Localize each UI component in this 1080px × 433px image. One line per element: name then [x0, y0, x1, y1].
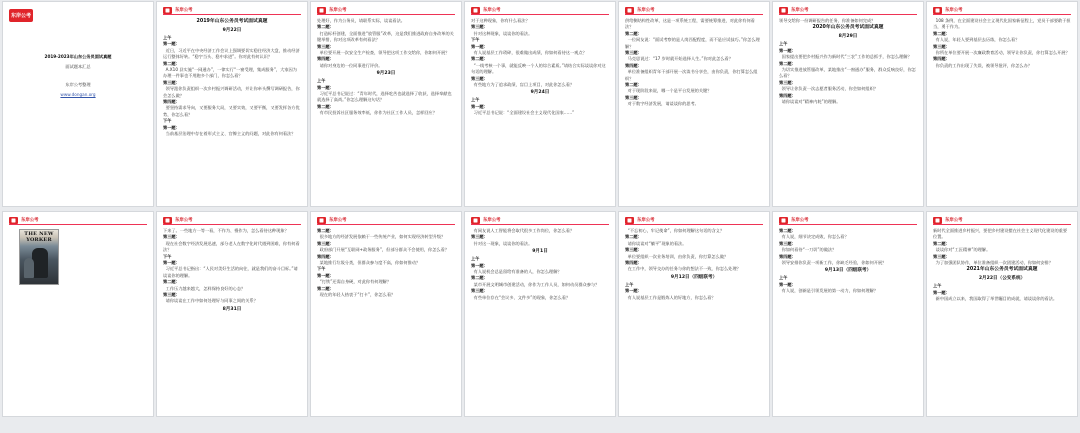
- question-text: 单位准备组织青年干部开展一次读书分享会，由你负责，你打算怎么组织？: [625, 69, 758, 81]
- question-text: 有人说基层工作是锻炼人的好地方，你怎么看？: [625, 294, 716, 300]
- question-text: 有些地方为了追求政绩，盲目上项目，对此你怎么看？: [471, 82, 575, 88]
- header-brand-name: 东岸公考: [483, 8, 501, 13]
- brand-logo-icon: [625, 217, 634, 224]
- question-heading: 第一题：: [163, 41, 180, 47]
- question-text: 有人说，创新是引领发展的第一动力，你如何理解？: [779, 288, 878, 294]
- question-text: 当前基层治理中存在着形式主义、官僚主义的问题，对此你有何看法？: [163, 131, 296, 137]
- exam-date-heading: 9月23日: [376, 71, 396, 77]
- brand-logo-icon: [163, 217, 172, 224]
- question-text: 很多地方的经济发展依赖于一些传统产业，如何实现经济转型升级？: [317, 234, 446, 240]
- question-heading: 第四题：: [779, 253, 796, 259]
- question-text: 领导安排你负责一项新工作，你缺乏经验，你如何开展？: [779, 260, 887, 266]
- question-heading: 第二题：: [317, 228, 334, 233]
- question-text: 108 条例，在全面建设社会主义现代化国家新征程上，党员干部要敢于担当，勇于作为。: [933, 18, 1071, 30]
- document-page[interactable]: [772, 211, 924, 417]
- page-header: [779, 216, 917, 225]
- exam-date-heading: 8月31日: [222, 306, 242, 312]
- question-text: 有人说，年轻人要到基层去历练，你怎么看？: [933, 37, 1020, 43]
- question-heading: 上午: [779, 275, 788, 281]
- brand-logo-icon: [317, 7, 326, 14]
- exam-date-heading: 8月29日: [838, 34, 858, 40]
- brand-logo-icon: [9, 9, 33, 22]
- page-header: [9, 216, 147, 225]
- question-text: 习近平总书记指出：“人民对美好生活的向往，就是我们的奋斗目标。”请谈谈你的理解。: [163, 266, 298, 278]
- question-text: 新中国成立以来，我国取得了举世瞩目的成就，请谈谈你的看法。: [933, 296, 1058, 302]
- document-page[interactable]: [310, 211, 462, 417]
- exam-date-heading: 9月24日: [530, 90, 550, 96]
- header-brand-name: 东岸公考: [637, 8, 655, 13]
- document-page[interactable]: [156, 211, 308, 417]
- question-heading: 第三题：: [933, 43, 950, 49]
- question-text: 为切实推进放管服改革，某地推出“一窗通办”服务，群众反响良好，你怎么看？: [779, 67, 916, 79]
- question-text: 针对这种现象，谈谈你的看法。: [471, 30, 533, 36]
- cover-subtitle: 面试题本汇总: [65, 64, 91, 69]
- question-text: 有人说基层工作琐碎，很难做出成绩，你如何看待这一观点？: [471, 50, 587, 56]
- header-brand-name: 东岸公考: [791, 218, 809, 223]
- exam-date-heading: 9月13日（四级联考）: [824, 268, 872, 274]
- question-text: 对于现阶段来说，哪一个是平台发展的关键？: [625, 88, 712, 94]
- question-text: 针对这一现象，谈谈你的看法。: [471, 240, 533, 246]
- document-page[interactable]: [156, 1, 308, 207]
- figure-silhouette: [32, 248, 48, 278]
- header-brand-name: 东岸公考: [175, 8, 193, 13]
- question-text: 现在的年轻人热衷于“打卡”，你怎么看？: [317, 292, 396, 298]
- question-heading: 第一题：: [471, 103, 488, 109]
- page-header: [779, 6, 917, 15]
- header-brand-name: 东岸公考: [637, 218, 655, 223]
- page-header: [933, 6, 1071, 15]
- question-heading: 第四题：: [317, 253, 334, 259]
- question-text: 现在社会数字经济发展迅速，部分老人在数字化时代遇到困难，你有何看法？: [163, 240, 300, 253]
- question-text: 习近平总书记说过：“青年时代，选择吃苦也就选择了收获，选择奉献也就选择了高尚。”你怎么理解这句话？: [317, 91, 452, 103]
- question-heading: 第三题：: [779, 79, 796, 85]
- document-page[interactable]: [2, 211, 154, 417]
- cover-website-link[interactable]: www.dongan.org: [60, 92, 96, 97]
- question-text: 处理好，作为公务员，请联系实际，谈谈看法。: [317, 18, 405, 23]
- question-heading: 第一题：: [779, 47, 796, 53]
- exam-date-heading: 9月12日（四级联考）: [670, 274, 718, 280]
- brand-logo-icon: [317, 217, 326, 224]
- question-heading: 第三题：: [471, 288, 488, 294]
- page-header: [317, 216, 455, 225]
- question-text: 近日，习近平在中央经济工作会议上强调要切实稳住经济大盘，推动经济运行整体好转。“稳字当头、稳中求进”。你对此有何认识？: [163, 47, 300, 60]
- document-page[interactable]: [464, 211, 616, 417]
- question-text: 国家提出要把乡村振兴作为新时代“三农”工作的总抓手，你怎么理解？: [779, 54, 912, 60]
- question-heading: 下午: [163, 118, 172, 124]
- question-text: 某地推行垃圾分类，但群众参与度不高，你如何推动？: [317, 260, 421, 266]
- page-header: [933, 216, 1071, 225]
- question-heading: 第三题：: [933, 253, 950, 259]
- question-text: 某市开展文明城市创建活动，你作为工作人员，如何动员群众参与？: [471, 281, 600, 287]
- header-brand-name: 东岸公考: [21, 218, 39, 223]
- brand-logo-icon: [779, 7, 788, 14]
- question-heading: 上午: [471, 97, 480, 103]
- brand-logo-icon: [163, 7, 172, 14]
- cover-page[interactable]: [2, 1, 154, 207]
- question-heading: 第一题：: [317, 84, 334, 90]
- question-text: 谈谈你对“工匠精神”的理解。: [933, 247, 991, 253]
- brand-logo-icon: [625, 7, 634, 14]
- question-heading: 第三题：: [471, 24, 488, 30]
- question-text: 领导让你负责一次志愿者服务活动，你会如何组织？: [779, 86, 878, 92]
- question-heading: 第二题：: [317, 24, 334, 30]
- question-heading: 第一题：: [471, 262, 488, 268]
- question-heading: 第三题：: [625, 247, 642, 253]
- exam-date-heading: 2月22日（公安系统）: [978, 276, 1026, 282]
- question-heading: 第二题：: [317, 285, 334, 291]
- question-text: 有市民投诉社区服务效率低，你作为社区工作人员，怎样回应？: [317, 110, 437, 116]
- question-heading: 第三题：: [625, 94, 642, 100]
- question-text: 下来了。一些地方一等一看，不作为、慢作为，怎么看待这种现象？: [163, 228, 289, 233]
- document-page[interactable]: [464, 1, 616, 207]
- question-heading: 第四题：: [625, 260, 642, 266]
- page-header: [163, 216, 301, 225]
- question-text: 你如何看待“一刀切”的做法？: [779, 247, 837, 253]
- brand-logo-text: 东岸公考: [10, 13, 31, 19]
- question-heading: 上午: [779, 41, 788, 47]
- question-heading: 第三题：: [625, 50, 642, 56]
- question-text: A.X10 县实施“一网通办”，一律实行“一窗受理，集成服务”，大家因为办理一件事也不用跑多个部门，你怎么看？: [163, 67, 297, 79]
- figure-silhouette: [24, 258, 34, 278]
- section-title: 2019年山东公务员考试面试真题: [196, 19, 268, 24]
- question-text: 对于这种现象，你有什么看法？: [471, 18, 530, 23]
- question-text: 请你对身边的一位同事进行评价。: [317, 62, 383, 68]
- question-text: 请你谈谈对“精神内耗”的理解。: [779, 99, 841, 105]
- header-brand-name: 东岸公考: [945, 218, 963, 223]
- question-heading: 第一题：: [163, 124, 180, 130]
- question-heading: 上午: [933, 283, 942, 289]
- document-page[interactable]: [772, 1, 924, 207]
- question-heading: 下午: [317, 266, 326, 272]
- question-text: 请你谈谈对“躺平”现象的看法。: [625, 240, 687, 246]
- question-text: “不忘初心，牢记使命”，你如何理解这句话的含义？: [625, 228, 725, 233]
- question-heading: 第三题：: [779, 240, 796, 246]
- question-heading: 上午: [625, 281, 634, 287]
- question-text: “打铁”还需自身硬，对此你有何理解？: [317, 279, 392, 285]
- brand-logo-icon: [933, 7, 942, 14]
- document-page[interactable]: [926, 1, 1078, 207]
- cover-text: [9, 52, 147, 100]
- question-text: “一线考核一个事，就能反映一个人的综合素质。”请结合实际谈谈你对这句话的理解。: [471, 62, 606, 75]
- document-page[interactable]: [926, 211, 1078, 417]
- brand-logo-icon: [471, 217, 480, 224]
- question-text: 对于数字经济发展，请谈谈你的思考。: [625, 101, 699, 107]
- header-brand-name: 东岸公考: [175, 218, 193, 223]
- question-text: 有网友说人工智能将会取代很多工作岗位，你怎么看？: [471, 228, 575, 233]
- question-text: 政府部门开展“互联网+政务服务”，但部分群众不会使用，你怎么看？: [317, 247, 449, 253]
- question-heading: 第一题：: [163, 260, 180, 266]
- cover-org: 东岸公考整理: [65, 82, 91, 87]
- question-text: 在工作中，领导交办的任务与你的想法不一致，你怎么处理？: [625, 266, 741, 272]
- question-heading: 下午: [163, 253, 172, 259]
- document-page[interactable]: [618, 211, 770, 417]
- question-heading: 第四题：: [317, 56, 334, 62]
- question-heading: 第三题：: [163, 292, 180, 298]
- question-heading: 第四题：: [933, 56, 950, 62]
- page-header: [625, 216, 763, 225]
- exam-date-heading: 9月1日: [532, 249, 548, 255]
- question-heading: 第二题：: [317, 103, 334, 109]
- question-heading: 第二题：: [933, 30, 950, 36]
- question-text: 领导交给你一份调研报告的任务，你准备如何完成？: [779, 18, 876, 23]
- header-brand-name: 东岸公考: [329, 8, 347, 13]
- question-text: 领导派你负责组织一次乡村振兴调研活动，并让你牵头撰写调研报告，你会怎么做？: [163, 86, 300, 98]
- brand-logo-icon: [779, 217, 788, 224]
- question-heading: 上午: [471, 256, 480, 262]
- question-heading: 上午: [163, 35, 172, 40]
- question-text: 请你谈谈在工作中如何处理好与同事之间的关系？: [163, 298, 258, 304]
- question-text: 你所在单位要开展一次廉政教育活动，领导让你负责，你打算怎么开展？: [933, 50, 1070, 56]
- question-text: 有人说机会总是留给有准备的人，你怎么理解？: [471, 269, 562, 275]
- question-heading: 上午: [317, 78, 326, 84]
- question-heading: 下午: [471, 37, 480, 43]
- header-brand-name: 东岸公考: [791, 8, 809, 13]
- question-heading: 第一题：: [933, 289, 950, 295]
- cover-brand: [9, 9, 147, 22]
- question-heading: 第三题：: [317, 43, 334, 49]
- question-heading: 第二题：: [625, 30, 642, 36]
- question-heading: 第二题：: [625, 234, 642, 240]
- question-text: 打造标杆创建，全面推进“放管服”改革，这是我们推进政府自身改革的关键举措，你对这项改革有何看法？: [317, 30, 454, 43]
- question-heading: 第三题：: [163, 234, 180, 240]
- question-text: 习近平总书记说：“全面建设社会主义现代化国家……”: [471, 110, 575, 116]
- question-heading: 第三题：: [471, 234, 488, 240]
- question-text: 为了加强团队协作，单位准备组织一次团建活动，你如何安排？: [933, 260, 1053, 266]
- header-brand-name: 东岸公考: [329, 218, 347, 223]
- page-header: [317, 6, 455, 15]
- question-heading: 第二题：: [933, 240, 950, 246]
- section-title: 2020年山东公务员考试面试真题: [812, 25, 884, 31]
- question-heading: 第二题：: [625, 82, 642, 88]
- question-text: 有人说，细节决定成败，你怎么看？: [779, 234, 849, 240]
- question-heading: 第二题：: [163, 279, 180, 285]
- question-text: 单位要组织一次业务培训，由你负责，你打算怎么做？: [625, 253, 729, 259]
- question-heading: 第三题：: [163, 79, 180, 85]
- question-text: 有些单位存在“会议多、文件多”的现象，你怎么看？: [471, 294, 571, 300]
- cover-title: 2019-2023年山东公务员面试真题: [44, 54, 112, 59]
- question-heading: 第二题：: [471, 275, 488, 281]
- magazine-masthead: THE NEW YORKER: [24, 231, 54, 243]
- question-text: 单位要开展一次安全生产检查，领导把这项工作交给你，你如何开展？: [317, 50, 450, 56]
- question-heading: 第一题：: [317, 272, 334, 278]
- exam-date-heading: 9月22日: [222, 28, 242, 33]
- brand-logo-icon: [9, 217, 18, 224]
- brand-logo-icon: [471, 7, 480, 14]
- magazine-cover-image: [19, 229, 59, 285]
- document-page[interactable]: [618, 1, 770, 207]
- question-text: 一位网友说：“面试考察的是人岗匹配程度，而不是应试技巧。”你怎么理解？: [625, 37, 760, 49]
- question-heading: 第一题：: [779, 281, 796, 287]
- page-header: [625, 6, 763, 15]
- question-heading: 第三题：: [471, 75, 488, 81]
- question-heading: 第四题：: [779, 92, 796, 98]
- page-header: [471, 6, 609, 15]
- question-heading: 第二题：: [779, 60, 796, 66]
- question-heading: 第四题：: [625, 62, 642, 68]
- question-heading: 第二题：: [471, 56, 488, 62]
- question-text: 马克思说过：“17 岁时就开始选择人生。”你对此怎么看？: [625, 56, 733, 62]
- question-text: 工作压力越来越大，怎样保持良好的心态？: [163, 285, 246, 291]
- question-heading: 第三题：: [317, 240, 334, 246]
- question-text: 你负责的工作出现了失误，被领导批评，你怎么办？: [933, 62, 1032, 68]
- section-title: 2021年山东公务员考试面试真题: [966, 267, 1038, 273]
- page-header: [471, 216, 609, 225]
- question-text: 供给侧结构性改革，这是一项系统工程，需要统筹推进，对此你有何看法？: [625, 18, 755, 30]
- question-heading: 第一题：: [625, 288, 642, 294]
- question-text: 新时代全面推进乡村振兴，要把乡村建设摆在社会主义现代化建设的重要位置。: [933, 228, 1068, 240]
- question-heading: 第二题：: [163, 60, 180, 66]
- question-heading: 第二题：: [779, 228, 796, 233]
- question-text: 要坚持需求导向，又要服务大局，又要实效，又要平衡，又要发挥各方优势，你怎么看？: [163, 105, 300, 117]
- document-page[interactable]: [310, 1, 462, 207]
- brand-logo-icon: [933, 217, 942, 224]
- header-brand-name: 东岸公考: [945, 8, 963, 13]
- question-heading: 第一题：: [471, 43, 488, 49]
- page-header: [163, 6, 301, 15]
- question-heading: 第四题：: [163, 99, 180, 105]
- header-brand-name: 东岸公考: [483, 218, 501, 223]
